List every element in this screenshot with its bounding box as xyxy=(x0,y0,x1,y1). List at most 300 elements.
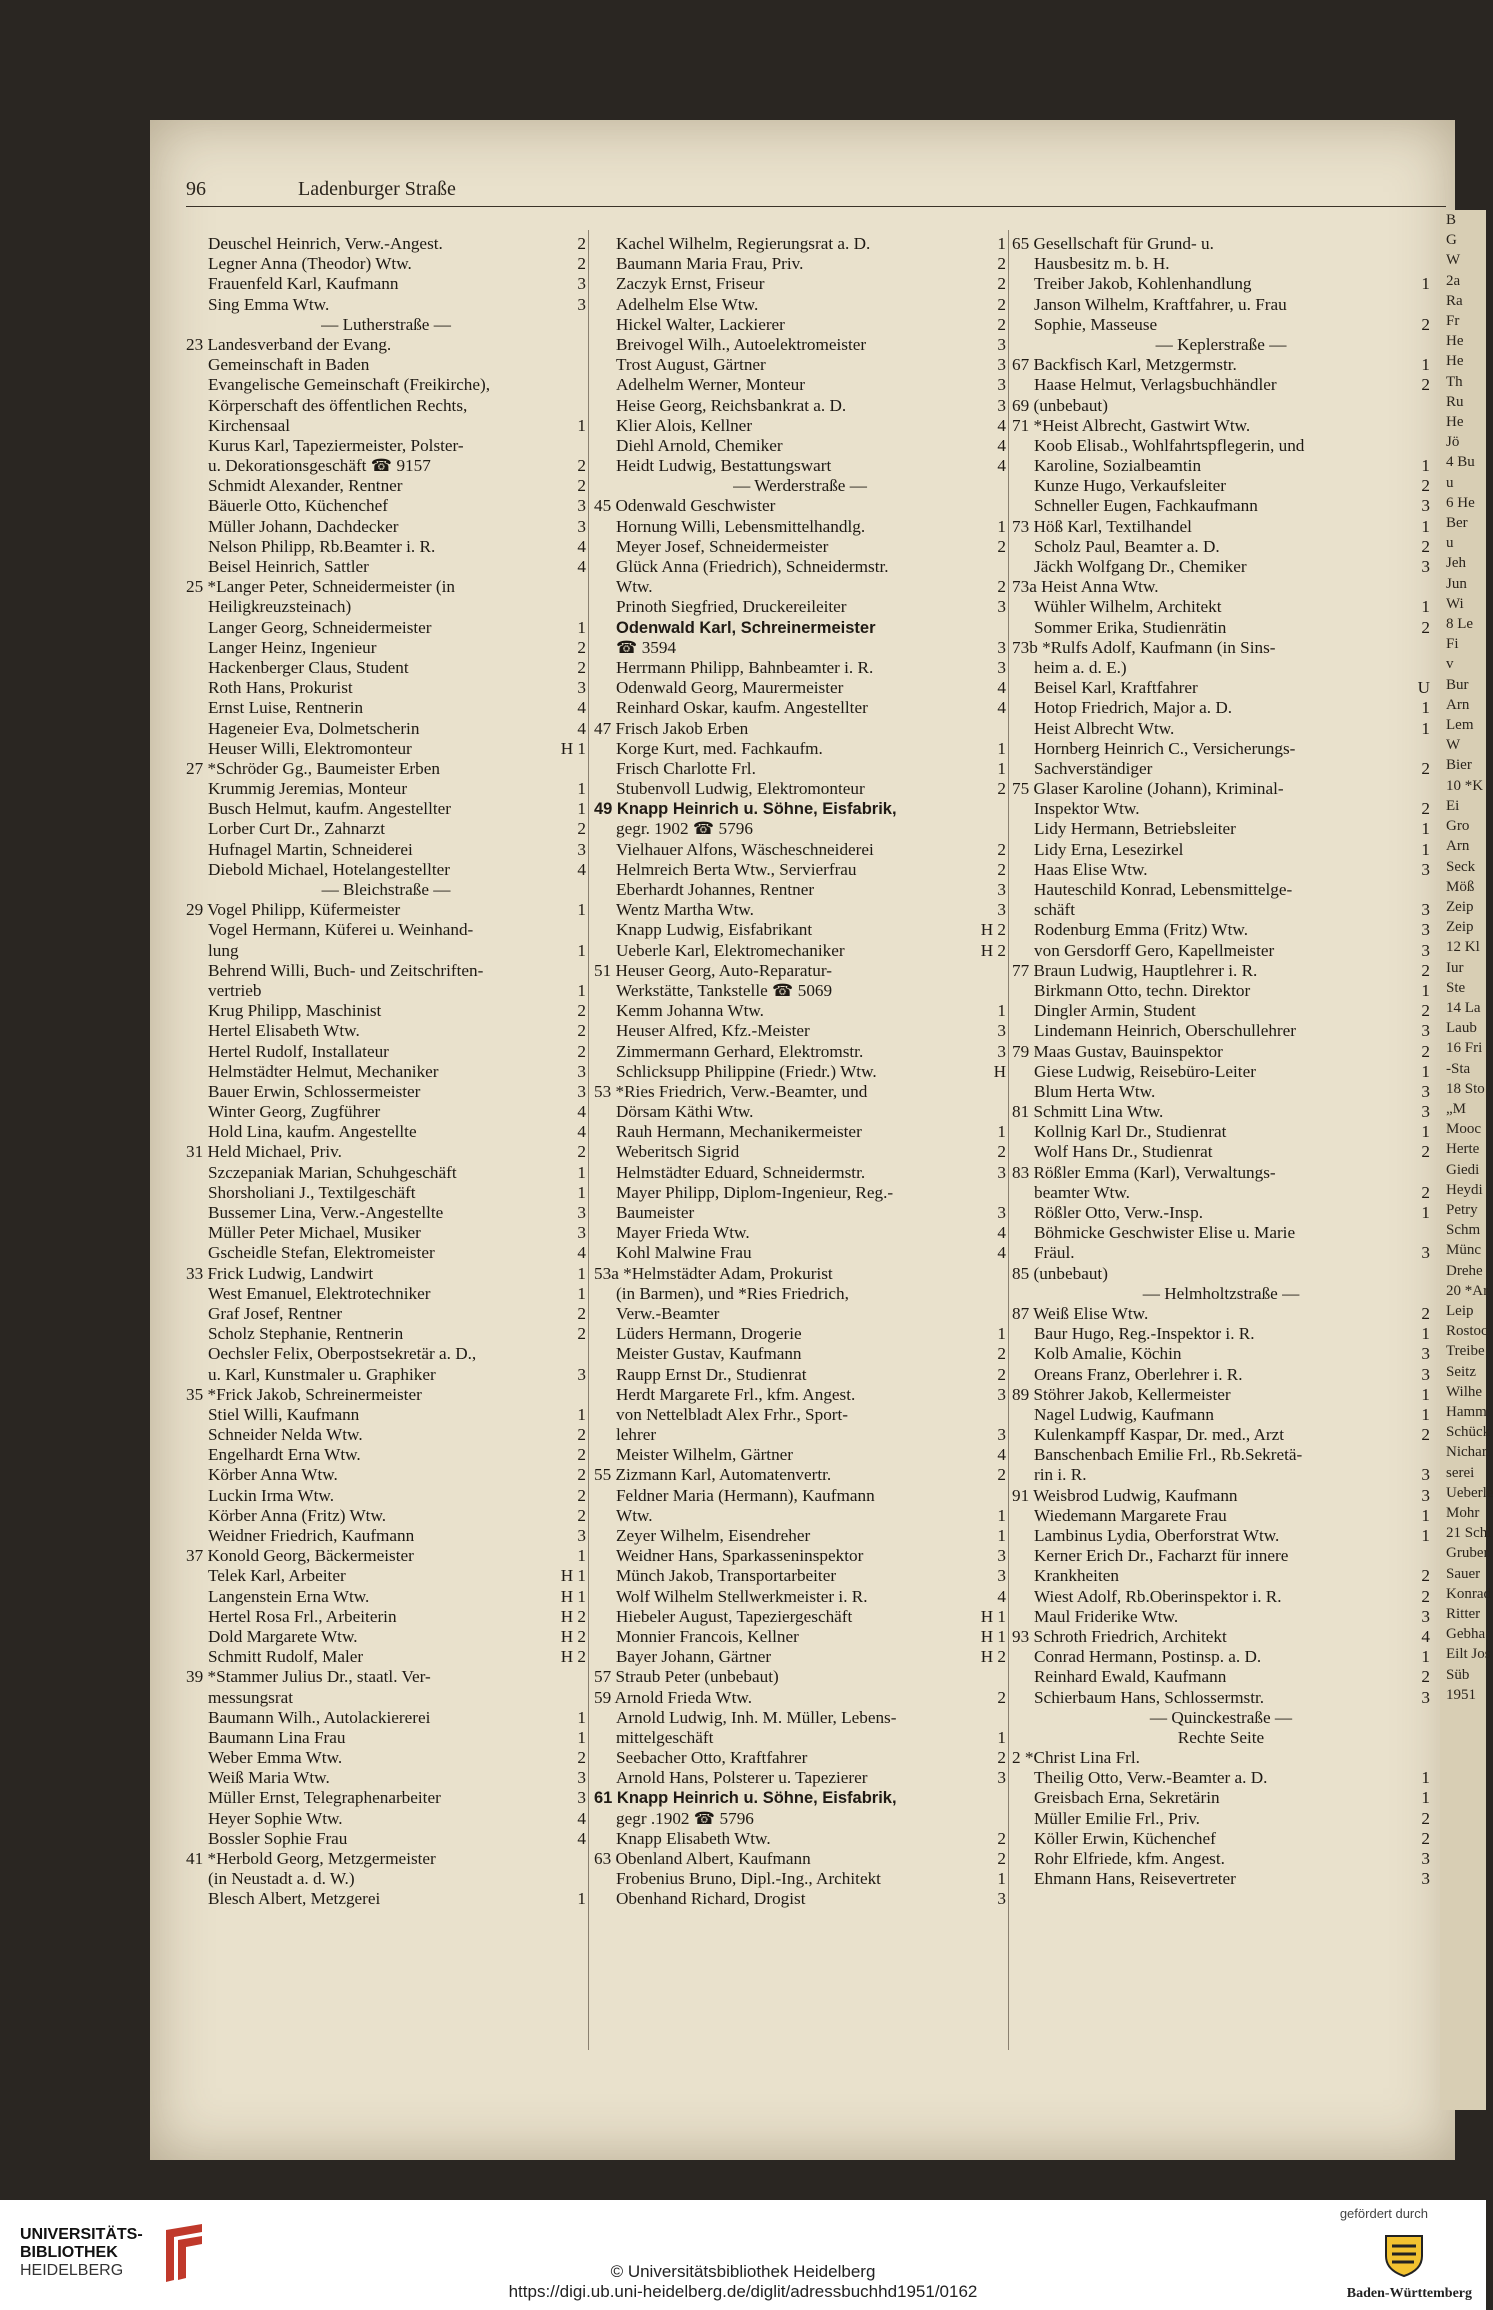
directory-entry xyxy=(1012,698,1430,718)
directory-entry xyxy=(1012,1223,1430,1243)
floor-number: 2 xyxy=(997,577,1006,597)
directory-entry xyxy=(186,396,586,416)
floor-number: 2 xyxy=(997,1748,1006,1768)
floor-number: 2 xyxy=(997,1142,1006,1162)
directory-entry xyxy=(1012,436,1430,456)
directory-entry xyxy=(1012,1183,1430,1203)
entry-text: 89 Stöhrer Jakob, Kellermeister xyxy=(1012,1384,1231,1404)
next-page-fragment: Nichar xyxy=(1446,1444,1487,1461)
entry-text: 59 Arnold Frieda Wtw. xyxy=(594,1687,753,1707)
floor-number: 4 xyxy=(997,1445,1006,1465)
entry-text: Raupp Ernst Dr., Studienrat xyxy=(616,1364,807,1384)
floor-number xyxy=(1000,1102,1006,1122)
entry-text: 83 Rößler Emma (Karl), Verwaltungs- xyxy=(1012,1162,1276,1182)
directory-entry xyxy=(594,1526,1006,1546)
directory-entry xyxy=(1012,577,1430,597)
directory-entry xyxy=(186,638,586,658)
floor-number: 1 xyxy=(997,516,1006,536)
entry-text: Hold Lina, kaufm. Angestellte xyxy=(208,1122,417,1142)
floor-number: 1 xyxy=(1421,839,1430,859)
directory-entry xyxy=(1012,1021,1430,1041)
floor-number: 1 xyxy=(997,234,1006,253)
floor-number xyxy=(1000,819,1006,839)
floor-number xyxy=(580,1869,586,1889)
entry-text: Kolb Amalie, Köchin xyxy=(1034,1344,1182,1364)
entry-text: Müller Emilie Frl., Priv. xyxy=(1034,1808,1200,1828)
next-page-fragment: Jö xyxy=(1446,434,1460,451)
directory-entry xyxy=(186,476,586,496)
directory-entry xyxy=(594,1142,1006,1162)
entry-text: Maul Friderike Wtw. xyxy=(1034,1606,1179,1626)
entry-text: 81 Schmitt Lina Wtw. xyxy=(1012,1102,1164,1122)
funder-name: Baden-Württemberg xyxy=(1346,2286,1472,2301)
street-heading xyxy=(186,315,586,335)
floor-number xyxy=(1000,1405,1006,1425)
floor-number: 2 xyxy=(577,1142,586,1162)
floor-number xyxy=(1424,880,1430,900)
directory-entry xyxy=(186,517,586,537)
entry-text: 35 *Frick Jakob, Schreinermeister xyxy=(186,1384,422,1404)
entry-text: Bossler Sophie Frau xyxy=(208,1828,348,1848)
directory-entry xyxy=(594,1324,1006,1344)
entry-text: Seebacher Otto, Kraftfahrer xyxy=(616,1748,808,1768)
directory-entry xyxy=(594,1627,1006,1647)
floor-number xyxy=(1000,961,1006,981)
directory-entry xyxy=(1012,537,1430,557)
column-divider xyxy=(588,230,589,2050)
entry-text: Wolf Hans Dr., Studienrat xyxy=(1034,1142,1213,1162)
floor-number: 1 xyxy=(1421,456,1430,476)
funded-by-label: gefördert durch xyxy=(1339,2206,1428,2221)
floor-number: 1 xyxy=(1421,1384,1430,1404)
entry-text: Vielhauer Alfons, Wäscheschneiderei xyxy=(616,839,874,859)
floor-number: 1 xyxy=(1421,819,1430,839)
floor-number: 2 xyxy=(577,1425,586,1445)
floor-number: 3 xyxy=(997,1203,1006,1222)
directory-entry xyxy=(594,799,1006,819)
floor-number: 3 xyxy=(577,1061,586,1081)
directory-entry xyxy=(1012,557,1430,577)
entry-text: Monnier Francois, Kellner xyxy=(616,1626,799,1646)
next-page-fragment: Ei xyxy=(1446,797,1460,814)
entry-text: von Nettelbladt Alex Frhr., Sport- xyxy=(616,1404,849,1424)
next-page-fragment: Ber xyxy=(1446,515,1468,532)
directory-entry xyxy=(594,295,1006,315)
entry-text: Prinoth Siegfried, Druckereileiter xyxy=(616,597,847,617)
next-page-fragment: Süb xyxy=(1446,1666,1470,1683)
floor-number: 2 xyxy=(577,1041,586,1061)
floor-number xyxy=(1424,416,1430,436)
entry-text: 25 *Langer Peter, Schneidermeister (in xyxy=(186,577,455,597)
entry-text: Hufnagel Martin, Schneiderei xyxy=(208,839,413,859)
entry-text: von Gersdorff Gero, Kapellmeister xyxy=(1034,940,1275,960)
floor-number: 2 xyxy=(1421,1425,1430,1445)
directory-entry xyxy=(594,1748,1006,1768)
next-page-fragment: Gro xyxy=(1446,818,1470,835)
floor-number xyxy=(580,1344,586,1364)
directory-entry xyxy=(186,1062,586,1082)
entry-text: Krankheiten xyxy=(1034,1566,1119,1586)
directory-entry xyxy=(1012,375,1430,395)
next-page-fragment: u xyxy=(1446,474,1454,491)
floor-number xyxy=(1424,1546,1430,1566)
entry-text: Zeyer Wilhelm, Eisendreher xyxy=(616,1526,811,1545)
entry-text: Wiest Adolf, Rb.Oberinspektor i. R. xyxy=(1034,1586,1282,1606)
floor-number xyxy=(1424,739,1430,759)
entry-text: Hertel Elisabeth Wtw. xyxy=(208,1021,360,1041)
floor-number: 3 xyxy=(1421,1081,1430,1101)
entry-text: (in Neustadt a. d. W.) xyxy=(208,1869,355,1889)
directory-entry xyxy=(186,981,586,1001)
directory-entry xyxy=(186,1344,586,1364)
entry-text: — Lutherstraße — xyxy=(321,314,451,334)
entry-text: Oechsler Felix, Oberpostsekretär a. D., xyxy=(208,1344,477,1364)
directory-entry xyxy=(1012,1304,1430,1324)
floor-number xyxy=(580,961,586,981)
floor-number: 4 xyxy=(577,718,586,738)
entry-text: 75 Glaser Karoline (Johann), Kriminal- xyxy=(1012,779,1284,799)
entry-text: Münch Jakob, Transportarbeiter xyxy=(616,1566,837,1586)
floor-number: 1 xyxy=(1421,980,1430,1000)
next-page-fragment: Herte xyxy=(1446,1141,1480,1158)
entry-text: Wolf Wilhelm Stellwerkmeister i. R. xyxy=(616,1586,868,1606)
directory-entry xyxy=(1012,799,1430,819)
entry-text: Hornberg Heinrich C., Versicherungs- xyxy=(1034,738,1296,758)
floor-number: 4 xyxy=(577,1122,586,1142)
directory-entry xyxy=(594,1768,1006,1788)
entry-text: Kunze Hugo, Verkaufsleiter xyxy=(1034,476,1227,496)
floor-number xyxy=(580,436,586,456)
floor-number: 2 xyxy=(997,294,1006,314)
floor-number: 3 xyxy=(997,880,1006,899)
next-page-fragment: W xyxy=(1446,252,1461,269)
directory-entry xyxy=(186,1627,586,1647)
entry-text: Heist Albrecht Wtw. xyxy=(1034,718,1175,738)
directory-entry xyxy=(186,739,586,759)
floor-number: 3 xyxy=(1421,1687,1430,1707)
entry-text: Krug Philipp, Maschinist xyxy=(208,1001,382,1021)
directory-entry xyxy=(594,860,1006,880)
floor-number: 2 xyxy=(1421,799,1430,819)
floor-number: 1 xyxy=(1421,355,1430,375)
entry-text: 41 *Herbold Georg, Metzgermeister xyxy=(186,1849,436,1868)
floor-number: 3 xyxy=(1421,1485,1430,1505)
entry-text: Werkstätte, Tankstelle ☎ 5069 xyxy=(616,980,833,1000)
directory-entry xyxy=(594,1889,1006,1909)
directory-entry xyxy=(186,577,586,597)
next-page-fragment: Wi xyxy=(1446,595,1464,612)
entry-text: Roth Hans, Prokurist xyxy=(208,678,353,698)
floor-number: 3 xyxy=(997,1546,1006,1566)
floor-number: 3 xyxy=(1421,1243,1430,1263)
directory-entry xyxy=(186,1688,586,1708)
floor-number: 2 xyxy=(1421,1041,1430,1061)
next-page-fragment: 10 *K xyxy=(1446,777,1484,794)
floor-number: 1 xyxy=(577,799,586,819)
entry-text: Arnold Ludwig, Inh. M. Müller, Lebens- xyxy=(616,1707,897,1727)
floor-number: H 2 xyxy=(560,1626,586,1646)
directory-entry xyxy=(594,1506,1006,1526)
directory-entry xyxy=(186,1506,586,1526)
floor-number: 1 xyxy=(1421,718,1430,738)
entry-text: 73 Höß Karl, Textilhandel xyxy=(1012,516,1192,536)
directory-entry xyxy=(186,537,586,557)
entry-text: Kollnig Karl Dr., Studienrat xyxy=(1034,1122,1227,1142)
floor-number: 2 xyxy=(997,536,1006,556)
floor-number: 1 xyxy=(577,900,586,920)
floor-number: 4 xyxy=(577,536,586,556)
directory-entry xyxy=(186,1445,586,1465)
entry-text: Lambinus Lydia, Oberforstrat Wtw. xyxy=(1034,1526,1280,1545)
next-page-fragment: 16 Fri xyxy=(1446,1040,1483,1057)
next-page-fragment: Seitz xyxy=(1446,1363,1476,1380)
directory-entry xyxy=(1012,1082,1430,1102)
next-page-fragment: Treibe xyxy=(1446,1343,1485,1360)
floor-number: 3 xyxy=(997,355,1006,375)
floor-number: 2 xyxy=(577,456,586,476)
entry-text: Herdt Margarete Frl., kfm. Angest. xyxy=(616,1384,856,1404)
entry-text: Zimmermann Gerhard, Elektromstr. xyxy=(616,1041,864,1061)
directory-entry xyxy=(186,1102,586,1122)
directory-entry xyxy=(186,1042,586,1062)
entry-text: Herrmann Philipp, Bahnbeamter i. R. xyxy=(616,657,874,677)
floor-number: 3 xyxy=(1421,557,1430,576)
entry-text: Heuser Alfred, Kfz.-Meister xyxy=(616,1021,810,1041)
floor-number xyxy=(580,396,586,416)
entry-text: Lindemann Heinrich, Oberschullehrer xyxy=(1034,1021,1297,1041)
floor-number: 2 xyxy=(1421,1142,1430,1162)
directory-entry xyxy=(594,1788,1006,1808)
directory-entry xyxy=(1012,1688,1430,1708)
entry-text: Müller Peter Michael, Musiker xyxy=(208,1223,421,1243)
directory-entry xyxy=(1012,941,1430,961)
floor-number: 2 xyxy=(577,1485,586,1505)
directory-entry xyxy=(186,759,586,779)
next-page-fragment: v xyxy=(1446,656,1454,673)
directory-entry xyxy=(594,1486,1006,1506)
entry-text: 91 Weisbrod Ludwig, Kaufmann xyxy=(1012,1485,1238,1505)
directory-entry xyxy=(186,1788,586,1808)
floor-number: 4 xyxy=(577,1828,586,1848)
directory-entry xyxy=(1012,1486,1430,1506)
entry-text: Krummig Jeremias, Monteur xyxy=(208,779,408,799)
entry-text: 31 Held Michael, Priv. xyxy=(186,1142,342,1162)
directory-entry xyxy=(186,1021,586,1041)
floor-number xyxy=(1000,496,1006,516)
floor-number: 1 xyxy=(577,1162,586,1182)
directory-entry xyxy=(1012,1566,1430,1586)
next-page-fragment: Hamm xyxy=(1446,1403,1487,1420)
directory-entry xyxy=(1012,638,1430,658)
directory-entry xyxy=(594,254,1006,274)
entry-text: — Werderstraße — xyxy=(733,476,867,496)
floor-number: 2 xyxy=(1421,1001,1430,1021)
floor-number xyxy=(1424,1748,1430,1768)
entry-text: Shorsholiani J., Textilgeschäft xyxy=(208,1182,416,1202)
directory-entry xyxy=(1012,961,1430,981)
entry-text: Jäckh Wolfgang Dr., Chemiker xyxy=(1034,557,1247,576)
directory-entry xyxy=(594,1647,1006,1667)
next-page-fragment: Möß xyxy=(1446,878,1475,895)
entry-text: Odenwald Karl, Schreinermeister xyxy=(616,618,876,637)
directory-entry xyxy=(186,355,586,375)
directory-entry xyxy=(186,335,586,355)
entry-text: 61 Knapp Heinrich u. Söhne, Eisfabrik, xyxy=(594,1789,897,1808)
directory-entry xyxy=(594,274,1006,294)
entry-text: Ueberle Karl, Elektromechaniker xyxy=(616,940,845,960)
entry-text: Hiebeler August, Tapeziergeschäft xyxy=(616,1606,853,1626)
floor-number: 2 xyxy=(1421,1566,1430,1586)
entry-text: Körperschaft des öffentlichen Rechts, xyxy=(208,395,468,415)
floor-number xyxy=(1000,1486,1006,1506)
next-page-fragment: Arn xyxy=(1446,696,1470,713)
directory-entry xyxy=(186,1566,586,1586)
next-page-fragment: Ueberle xyxy=(1446,1484,1493,1501)
directory-entry xyxy=(1012,618,1430,638)
floor-number: 3 xyxy=(1421,1344,1430,1364)
floor-number xyxy=(1000,719,1006,739)
floor-number: 3 xyxy=(997,1768,1006,1788)
floor-number: 2 xyxy=(1421,960,1430,980)
entry-text: Köller Erwin, Küchenchef xyxy=(1034,1828,1216,1848)
floor-number: 3 xyxy=(997,1041,1006,1061)
directory-entry xyxy=(1012,779,1430,799)
entry-text: messungsrat xyxy=(208,1687,293,1707)
directory-entry xyxy=(594,1688,1006,1708)
directory-entry xyxy=(1012,1526,1430,1546)
entry-text: — Keplerstraße — xyxy=(1155,334,1287,354)
entry-text: — Quinckestraße — xyxy=(1149,1707,1293,1727)
entry-text: Wühler Wilhelm, Architekt xyxy=(1034,597,1222,617)
street-heading xyxy=(1012,1708,1430,1728)
entry-text: Verw.-Beamter xyxy=(616,1303,720,1323)
directory-entry xyxy=(1012,597,1430,617)
directory-entry xyxy=(186,941,586,961)
entry-text: Langer Georg, Schneidermeister xyxy=(208,617,432,637)
directory-entry xyxy=(186,1365,586,1385)
floor-number: 2 xyxy=(577,1748,586,1768)
directory-entry xyxy=(1012,759,1430,779)
entry-text: 33 Frick Ludwig, Landwirt xyxy=(186,1263,374,1283)
entry-text: Gemeinschaft in Baden xyxy=(208,355,370,375)
floor-number: 3 xyxy=(997,334,1006,354)
entry-text: schäft xyxy=(1034,900,1076,920)
directory-entry xyxy=(1012,1667,1430,1687)
directory-entry xyxy=(186,618,586,638)
directory-entry xyxy=(594,355,1006,375)
entry-text: Wtw. xyxy=(616,577,653,597)
directory-entry xyxy=(594,1203,1006,1223)
entry-text: Rauh Hermann, Mechanikermeister xyxy=(616,1122,862,1142)
floor-number: 1 xyxy=(1421,1647,1430,1667)
floor-number xyxy=(1000,1183,1006,1203)
entry-text: Diebold Michael, Hotelangestellter xyxy=(208,859,450,879)
next-page-fragment: 8 Le xyxy=(1446,616,1474,633)
floor-number: 2 xyxy=(577,476,586,496)
floor-number xyxy=(1424,396,1430,416)
directory-entry xyxy=(186,1728,586,1748)
directory-entry xyxy=(186,1324,586,1344)
entry-text: Lorber Curt Dr., Zahnarzt xyxy=(208,819,386,839)
street-heading xyxy=(1012,335,1430,355)
header-rule xyxy=(186,206,1446,207)
entry-text: Langer Heinz, Ingenieur xyxy=(208,637,377,657)
entry-text: Diehl Arnold, Chemiker xyxy=(616,435,783,455)
directory-entry xyxy=(186,860,586,880)
directory-entry xyxy=(1012,678,1430,698)
entry-text: Rodenburg Emma (Fritz) Wtw. xyxy=(1034,920,1249,940)
entry-text: Knapp Ludwig, Eisfabrikant xyxy=(616,920,813,940)
entry-text: Greisbach Erna, Sekretärin xyxy=(1034,1788,1220,1808)
next-page-fragment: Mohr xyxy=(1446,1505,1480,1521)
directory-entry xyxy=(186,799,586,819)
directory-entry xyxy=(594,759,1006,779)
entry-text: Stiel Willi, Kaufmann xyxy=(208,1404,360,1424)
floor-number: 3 xyxy=(577,294,586,314)
next-page-fragment: Th xyxy=(1446,373,1463,390)
directory-entry xyxy=(594,496,1006,516)
entry-text: Baumann Lina Frau xyxy=(208,1727,346,1747)
entry-text: Giese Ludwig, Reisebüro-Leiter xyxy=(1034,1061,1256,1081)
floor-number xyxy=(1424,234,1430,254)
entry-text: Weidner Friedrich, Kaufmann xyxy=(208,1526,415,1545)
entry-text: Lidy Erna, Lesezirkel xyxy=(1034,839,1184,859)
floor-number xyxy=(580,759,586,779)
directory-entry xyxy=(1012,880,1430,900)
next-page-fragment: Ra xyxy=(1446,292,1463,309)
floor-number: 1 xyxy=(577,415,586,435)
floor-number: 1 xyxy=(577,940,586,960)
entry-text: Helmstädter Helmut, Mechaniker xyxy=(208,1061,439,1081)
entry-text: Dörsam Käthi Wtw. xyxy=(616,1102,754,1122)
entry-text: Baumeister xyxy=(616,1203,695,1222)
next-page-fragment: 21 Schl xyxy=(1446,1525,1492,1542)
entry-text: Trost August, Gärtner xyxy=(616,355,766,375)
floor-number xyxy=(1000,1304,1006,1324)
floor-number: 2 xyxy=(997,1344,1006,1364)
floor-number: H 1 xyxy=(560,738,586,758)
entry-text: 57 Straub Peter (unbebaut) xyxy=(594,1667,779,1687)
entry-text: Stubenvoll Ludwig, Elektromonteur xyxy=(616,779,865,799)
directory-entry xyxy=(1012,1324,1430,1344)
entry-text: — Bleichstraße — xyxy=(321,880,451,899)
entry-text: 23 Landesverband der Evang. xyxy=(186,334,392,354)
next-page-fragment: 4 Bu xyxy=(1446,454,1475,471)
next-page-fragment: Konrad xyxy=(1446,1585,1491,1602)
directory-entry xyxy=(594,1869,1006,1889)
directory-entry xyxy=(594,335,1006,355)
directory-entry xyxy=(594,961,1006,981)
entry-text: Sing Emma Wtw. xyxy=(208,294,330,314)
directory-entry xyxy=(186,1082,586,1102)
floor-number: 2 xyxy=(1421,375,1430,395)
directory-entry xyxy=(1012,234,1430,254)
floor-number: 3 xyxy=(997,1425,1006,1445)
entry-text: 71 *Heist Albrecht, Gastwirt Wtw. xyxy=(1012,415,1251,435)
entry-text: Theilig Otto, Verw.-Beamter a. D. xyxy=(1034,1768,1268,1788)
entry-text: — Helmholtzstraße — xyxy=(1142,1283,1300,1303)
entry-text: Müller Johann, Dachdecker xyxy=(208,516,399,536)
baden-wuerttemberg-crest-icon xyxy=(1380,2230,1428,2278)
directory-entry xyxy=(186,920,586,940)
floor-number: 3 xyxy=(997,1566,1006,1586)
source-url-link[interactable]: https://digi.ub.uni-heidelberg.de/diglit/adressbuchhd1951/0162 xyxy=(508,2282,978,2301)
floor-number: 4 xyxy=(577,1808,586,1828)
street-heading xyxy=(1012,1728,1430,1748)
floor-number: 1 xyxy=(997,1122,1006,1142)
floor-number: 1 xyxy=(1421,698,1430,718)
floor-number: 3 xyxy=(1421,859,1430,879)
